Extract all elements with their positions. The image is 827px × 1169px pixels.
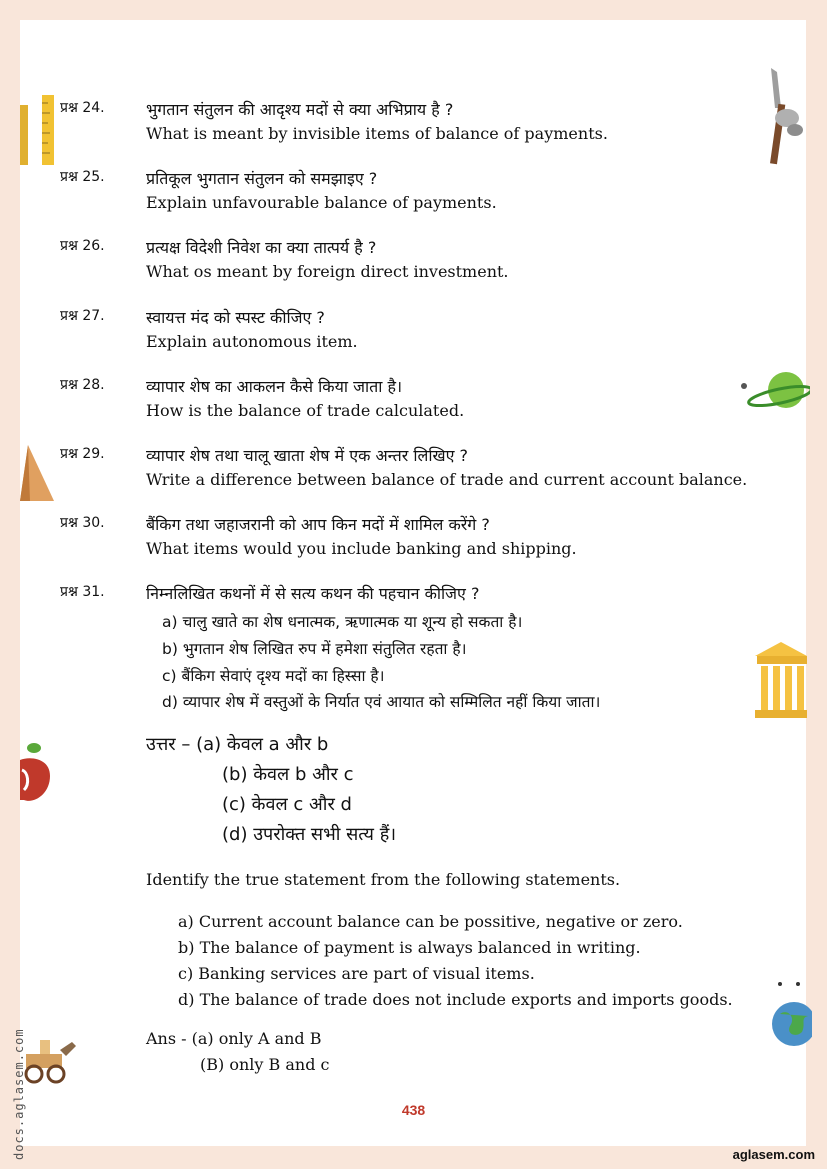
question-number: प्रश्न 30.	[60, 515, 105, 531]
hindi-option-d: d) व्यापार शेष में वस्तुओं के निर्यात एवं आयात को सम्मिलित नहीं किया जाता।	[162, 693, 601, 711]
question-hindi: प्रत्यक्ष विदेशी निवेश का क्या तात्पर्य है ?	[146, 238, 377, 257]
question-english: Identify the true statement from the following statements.	[146, 870, 621, 889]
hindi-answer-c: (c) केवल c और d	[222, 794, 352, 815]
question-number: प्रश्न 31.	[60, 584, 105, 600]
hindi-option-a: a) चालु खाते का शेष धनात्मक, ऋणात्मक या शून्य हो सकता है।	[162, 613, 523, 631]
question-hindi: स्वायत्त मंद को स्पस्ट कीजिए ?	[146, 308, 325, 327]
question-english: What is meant by invisible items of balance of payments.	[146, 124, 608, 143]
question-english: Write a difference between balance of trade and current account balance.	[146, 470, 748, 489]
question-hindi: निम्नलिखित कथनों में से सत्य कथन की पहचान कीजिए ?	[146, 584, 480, 603]
hindi-option-b: b) भुगतान शेष लिखित रुप में हमेशा संतुलित रहता है।	[162, 640, 467, 658]
question-number: प्रश्न 24.	[60, 100, 105, 116]
question-hindi: व्यापार शेष का आकलन कैसे किया जाता है।	[146, 377, 403, 396]
question-english: Explain autonomous item.	[146, 332, 358, 351]
question-english: Explain unfavourable balance of payments.	[146, 193, 497, 212]
english-option-a: a) Current account balance can be possitive, negative or zero.	[178, 912, 683, 931]
hindi-option-c: c) बैंकिग सेवाएं दृश्य मदों का हिस्सा है।	[162, 667, 385, 685]
english-option-b: b) The balance of payment is always balanced in writing.	[178, 938, 641, 957]
page-number: 438	[401, 1102, 426, 1118]
hindi-answer-d: (d) उपरोक्त सभी सत्य हैं।	[222, 824, 397, 845]
english-option-d: d) The balance of trade does not include exports and imports goods.	[178, 990, 733, 1009]
question-english: What items would you include banking and shipping.	[146, 539, 577, 558]
question-31	[60, 582, 740, 1082]
english-answer-b: (B) only B and c	[200, 1055, 330, 1074]
temple-icon	[755, 642, 807, 718]
globe-icon	[772, 978, 812, 1052]
watermark: docs.aglasem.com	[12, 1028, 26, 1160]
question-hindi: बैंकिग तथा जहाजरानी को आप किन मदों में शामिल करेंगे ?	[146, 515, 490, 534]
apple-icon	[20, 740, 54, 806]
hindi-answer-b: (b) केवल b और c	[222, 764, 354, 785]
question-hindi: व्यापार शेष तथा चालू खाता शेष में एक अन्तर लिखिए ?	[146, 446, 469, 465]
pyramid-icon	[20, 445, 56, 503]
question-number: प्रश्न 27.	[60, 308, 105, 324]
brand-link[interactable]: aglasem.com	[732, 1147, 815, 1162]
english-option-c: c) Banking services are part of visual items.	[178, 964, 535, 983]
question-number: प्रश्न 25.	[60, 169, 105, 185]
question-number: प्रश्न 29.	[60, 446, 105, 462]
english-answer-a: Ans - (a) only A and B	[146, 1029, 322, 1048]
question-number: प्रश्न 28.	[60, 377, 105, 393]
hindi-answer-a: उत्तर – (a) केवल a और b	[146, 734, 329, 755]
question-hindi: प्रतिकूल भुगतान संतुलन को समझाइए ?	[146, 169, 378, 188]
question-number: प्रश्न 26.	[60, 238, 105, 254]
planet-icon	[738, 368, 810, 416]
question-english: What os meant by foreign direct investment.	[146, 262, 509, 281]
question-english: How is the balance of trade calculated.	[146, 401, 465, 420]
stone-tool-icon	[765, 68, 809, 168]
question-hindi: भुगतान संतुलन की आदृश्य मदों से क्या अभिप्राय है ?	[146, 100, 454, 119]
